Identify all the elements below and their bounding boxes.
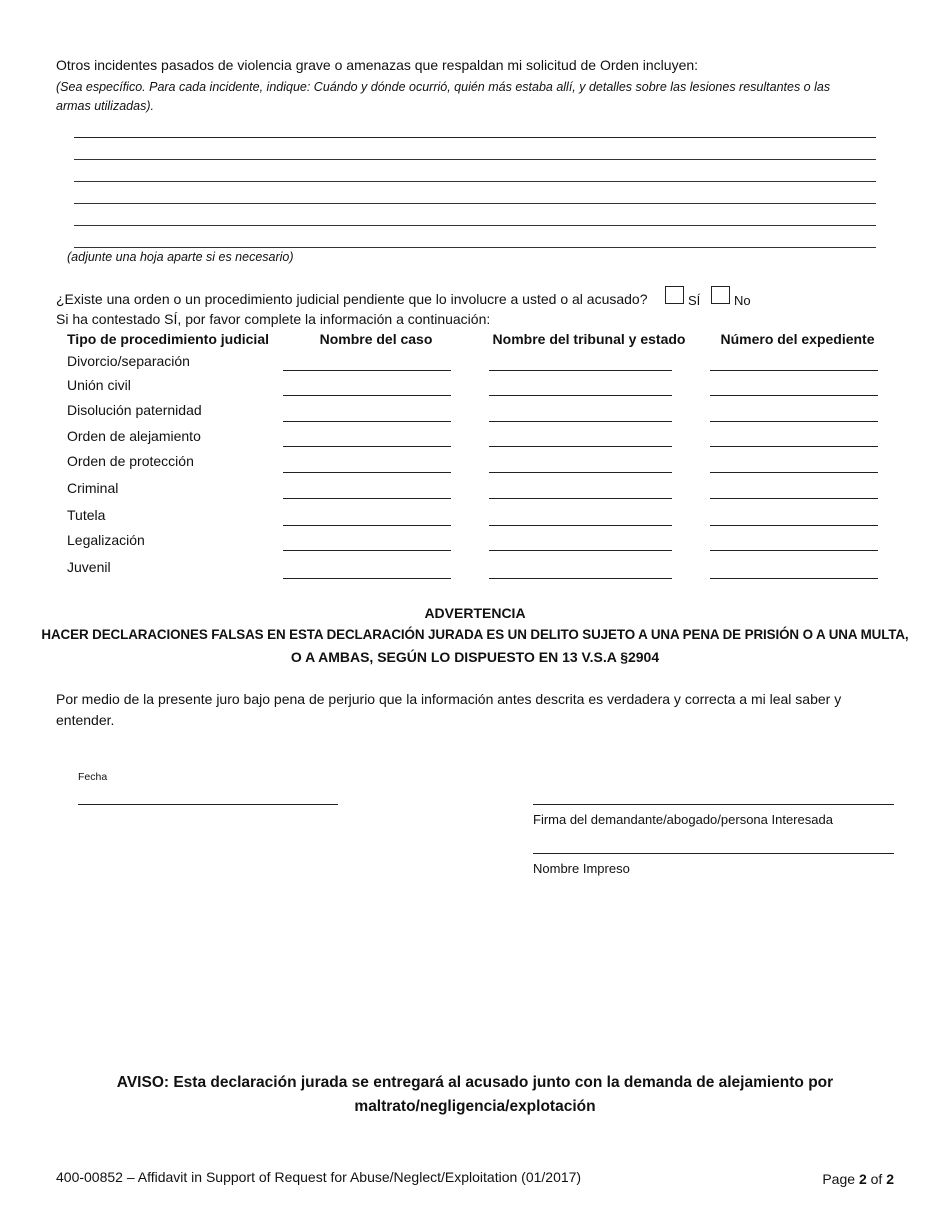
printed-name-label: Nombre Impreso	[533, 861, 630, 876]
writing-line	[74, 137, 876, 138]
header-court-state: Nombre del tribunal y estado	[492, 331, 686, 347]
court-state-field[interactable]	[489, 395, 672, 396]
writing-line	[74, 203, 876, 204]
attach-note: (adjunte una hoja aparte si es necesario)	[67, 250, 294, 264]
case-name-field[interactable]	[283, 472, 451, 473]
procedure-label: Criminal	[67, 480, 119, 496]
docket-number-field[interactable]	[710, 446, 878, 447]
court-state-field[interactable]	[489, 370, 672, 371]
no-checkbox[interactable]	[711, 286, 730, 304]
case-name-field[interactable]	[283, 446, 451, 447]
date-field[interactable]	[78, 804, 338, 805]
docket-number-field[interactable]	[710, 498, 878, 499]
notice-line: AVISO: Esta declaración jurada se entregará al acusado junto con la demanda de alejamiento por	[116, 1074, 834, 1091]
printed-name-field[interactable]	[533, 853, 894, 854]
signature-field[interactable]	[533, 804, 894, 805]
page-of: of	[870, 1171, 883, 1187]
header-docket-number: Número del expediente	[720, 331, 875, 347]
procedure-label: Orden de alejamiento	[67, 428, 201, 444]
writing-line	[74, 225, 876, 226]
case-name-field[interactable]	[283, 550, 451, 551]
header-procedure-type: Tipo de procedimiento judicial	[67, 331, 269, 347]
case-name-field[interactable]	[283, 525, 451, 526]
page-number	[822, 1171, 894, 1187]
court-state-field[interactable]	[489, 421, 672, 422]
page-total: 2	[886, 1171, 894, 1187]
case-name-field[interactable]	[283, 498, 451, 499]
docket-number-field[interactable]	[710, 578, 878, 579]
procedure-label: Legalización	[67, 532, 145, 548]
docket-number-field[interactable]	[710, 421, 878, 422]
case-name-field[interactable]	[283, 370, 451, 371]
warning-line: HACER DECLARACIONES FALSAS EN ESTA DECLARACIÓN JURADA ES UN DELITO SUJETO A UNA PENA DE PRISIÓN O A UNA MULTA,	[41, 627, 909, 642]
docket-number-field[interactable]	[710, 525, 878, 526]
procedure-label: Unión civil	[67, 377, 131, 393]
oath-statement: Por medio de la presente juro bajo pena de perjurio que la información antes descrita es verdadera y correcta a mi leal saber y entender.	[56, 691, 842, 728]
procedure-label: Divorcio/separación	[67, 353, 190, 369]
warning-line: O A AMBAS, SEGÚN LO DISPUESTO EN 13 V.S.A §2904	[290, 649, 660, 665]
procedure-label: Tutela	[67, 507, 106, 523]
date-label: Fecha	[78, 771, 108, 783]
warning-title: ADVERTENCIA	[424, 605, 526, 621]
followup-instruction: Si ha contestado SÍ, por favor complete la información a continuación:	[56, 311, 491, 327]
case-name-field[interactable]	[283, 578, 451, 579]
court-state-field[interactable]	[489, 498, 672, 499]
docket-number-field[interactable]	[710, 370, 878, 371]
docket-number-field[interactable]	[710, 550, 878, 551]
court-state-field[interactable]	[489, 446, 672, 447]
yes-label: SÍ	[688, 293, 701, 308]
writing-line	[74, 247, 876, 248]
procedure-label: Disolución paternidad	[67, 402, 202, 418]
court-state-field[interactable]	[489, 578, 672, 579]
form-identifier: 400-00852 – Affidavit in Support of Request for Abuse/Neglect/Exploitation (01/2017)	[56, 1169, 582, 1185]
procedure-label: Orden de protección	[67, 453, 194, 469]
case-name-field[interactable]	[283, 395, 451, 396]
notice-line: maltrato/negligencia/explotación	[354, 1098, 596, 1115]
docket-number-field[interactable]	[710, 472, 878, 473]
docket-number-field[interactable]	[710, 395, 878, 396]
page-word: Page	[822, 1171, 856, 1187]
header-case-name: Nombre del caso	[319, 331, 433, 347]
section-heading: Otros incidentes pasados de violencia grave o amenazas que respaldan mi solicitud de Orden incluyen:	[56, 57, 699, 73]
court-state-field[interactable]	[489, 525, 672, 526]
court-state-field[interactable]	[489, 472, 672, 473]
procedure-label: Juvenil	[67, 559, 111, 575]
yes-checkbox[interactable]	[665, 286, 684, 304]
pending-question: ¿Existe una orden o un procedimiento judicial pendiente que lo involucre a usted o al acusado?	[56, 291, 648, 307]
no-label: No	[734, 293, 751, 308]
writing-line	[74, 181, 876, 182]
writing-line	[74, 159, 876, 160]
case-name-field[interactable]	[283, 421, 451, 422]
instructions-text: (Sea específico. Para cada incidente, indique: Cuándo y dónde ocurrió, quién más estaba allí, y detalles sobre las lesiones resultantes o las armas utilizadas).	[56, 80, 831, 113]
page-current: 2	[858, 1171, 867, 1187]
court-state-field[interactable]	[489, 550, 672, 551]
signer-label: Firma del demandante/abogado/persona Interesada	[533, 812, 833, 827]
